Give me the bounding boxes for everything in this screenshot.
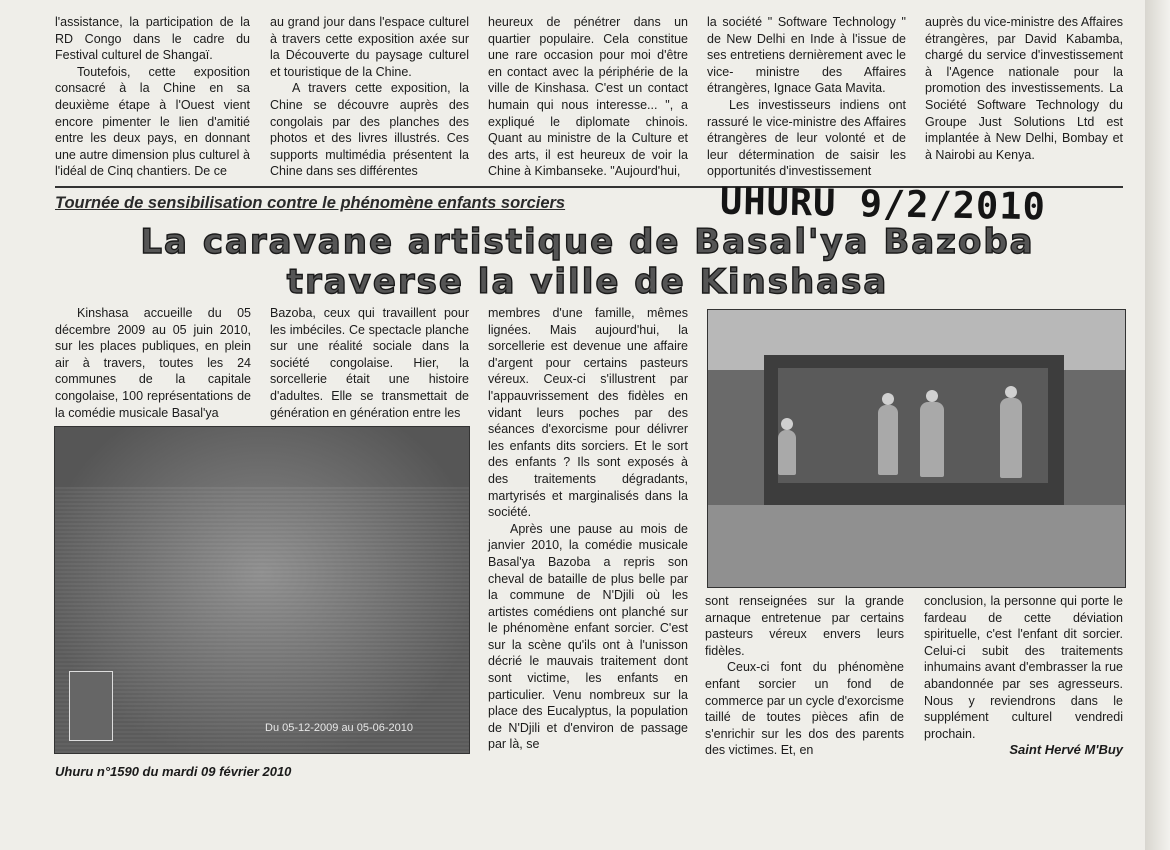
headline [55,222,1120,302]
article-column-5 [924,593,1123,742]
top-col2-para2: A travers cette exposition, la Chine se découvre auprès des congolais par des planches des photos et des livres illustrés. Ces supports multimédia présentent la Chine dans ses différentes [270,81,469,179]
poster-date-caption: Du 05-12-2009 au 05-06-2010 [265,722,414,734]
article-col5-text: conclusion, la personne qui porte le fardeau de cette déviation spirituelle, c'est l'enfant dit sorcier. Celui-ci subit des traitements inhumains avant d'embrasser la rue abandonnée par ses agresseurs. Nous y reviendrons dans le supplément culturel vendredi prochain. [924,594,1123,741]
top-column-4 [707,14,906,180]
article-col4-para2: Ceux-ci font du phénomène enfant sorcier un fond de commerce par un cycle d'exorcisme taillé de toutes pièces afin de s'enrichir sur les dos des parents des victimes. Et, en [705,660,904,758]
poster-logo [69,671,113,741]
top-col1-para2: Toutefois, cette exposition consacré à la Chine en sa deuxième étape à l'Ouest vient encore pimenter le lien d'amitié entre les deux pays, en donnant une autre dimension plus culturel à l'idéal de Cinq chantiers. De ce [55,64,250,179]
handwritten-date-stamp: UHURU 9/2/2010 [719,179,1047,229]
top-col4-para1: la société " Software Technology " de New Delhi en Inde à l'issue de ses entretiens dernièrement avec le vice- ministre des Affaires étrangères, Ignace Gata Mavita. [707,15,906,96]
performer-figure [778,430,796,475]
article-column-3 [488,305,688,753]
issue-footer: Uhuru n°1590 du mardi 09 février 2010 [55,764,292,779]
headline-line-1: La caravane artistique de Basal'ya Bazoba [140,222,1035,262]
top-col5-para1: auprès du vice-ministre des Affaires étrangères, par David Kabamba, chargé du service d'investissement à l'Agence nationale pour la promotion des investissements. La Société Software Technology du Groupe Just Solutions Ltd est implantée à New Delhi, Bombay et à Nairobi au Kenya. [925,15,1123,162]
headline-line-2: traverse la ville de Kinshasa [286,262,889,302]
byline: Saint Hervé M'Buy [1009,742,1123,757]
article-column-2 [270,305,469,421]
top-col4-para2: Les investisseurs indiens ont rassuré le vice-ministre des Affaires étrangères de leur volonté et de leur détermination de saisir les opportunités d'investissement [707,97,906,179]
article-col3-para2: Après une pause au mois de janvier 2010, la comédie musicale Basal'ya Bazoba a repris son cheval de bataille de plus belle par la commune de N'Djili où les artistes comédiens ont planché sur le phénomène enfant sorcier. C'est sur la scène qu'ils ont à l'unisson décrié le mauvais traitement dont sont victime, les enfants en particulier. Venu nombreux sur la place des Eucalyptus, la population de N'Djili et d'environ de passage par là, se [488,521,688,752]
poster-photo-glow [55,427,469,753]
article-column-4 [705,593,904,759]
top-column-1 [55,14,250,180]
page-edge-shadow [1145,0,1170,850]
top-col2-para1: au grand jour dans l'espace culturel à travers cette exposition axée sur la Découverte du paysage culturel et touristique de la Chine. [270,15,469,79]
photo-crowd-area [708,505,1125,587]
performer-figure [1000,398,1022,478]
performer-figure [878,405,898,475]
article-col3-para1: membres d'une famille, mêmes lignées. Mais aujourd'hui, la sorcellerie est devenue une affaire d'argent pour certains pasteurs véreux. Ceux-ci s'illustrent par l'appauvrissement des fidèles en vidant leurs poches par des séances d'exorcisme pour délivrer les enfants dits sorciers. Et le sort des enfants ? Ils sont exposés à des traitements dégradants, martyrisés et marginalisés dans la société. [488,306,688,520]
top-column-2 [270,14,469,180]
kicker-title: Tournée de sensibilisation contre le phénomène enfants sorciers [55,194,566,212]
stage-performance-photo [707,309,1126,588]
article-col1-text: Kinshasa accueille du 05 décembre 2009 au 05 juin 2010, sur les places publiques, en plein air à travers, toutes les 24 communes de la capitale congolaise, 100 représentations de la comédie musicale Basal'ya [55,306,251,420]
performer-figure [920,402,944,477]
article-column-1 [55,305,251,421]
poster-photo [54,426,470,754]
article-col4-para1: sont renseignées sur la grande arnaque entretenue par certains pasteurs véreux envers leurs fidèles. [705,594,904,658]
top-column-3 [488,14,688,180]
top-col1-para1: l'assistance, la participation de la RD Congo dans le cadre du Festival culturel de Shangaï. [55,15,250,63]
top-column-5 [925,14,1123,163]
article-col2-text: Bazoba, ceux qui travaillent pour les imbéciles. Ce spectacle planche sur une réalité sociale dans la société congolaise. Hier, la sorcellerie était une histoire d'adultes. Elle se transmettait de génération en génération entre les [270,306,469,420]
top-col3-para1: heureux de pénétrer dans un quartier populaire. Cela constitue une rare occasion pour moi d'être en contact avec la périphérie de la ville de Kinshasa. C'est un contact humain qui nous interesse... ", a expliqué le diplomate chinois. Quant au ministre de la Culture et des arts, il est heureux de voir la Chine à Kimbanseke. "Aujourd'hui, [488,15,688,179]
